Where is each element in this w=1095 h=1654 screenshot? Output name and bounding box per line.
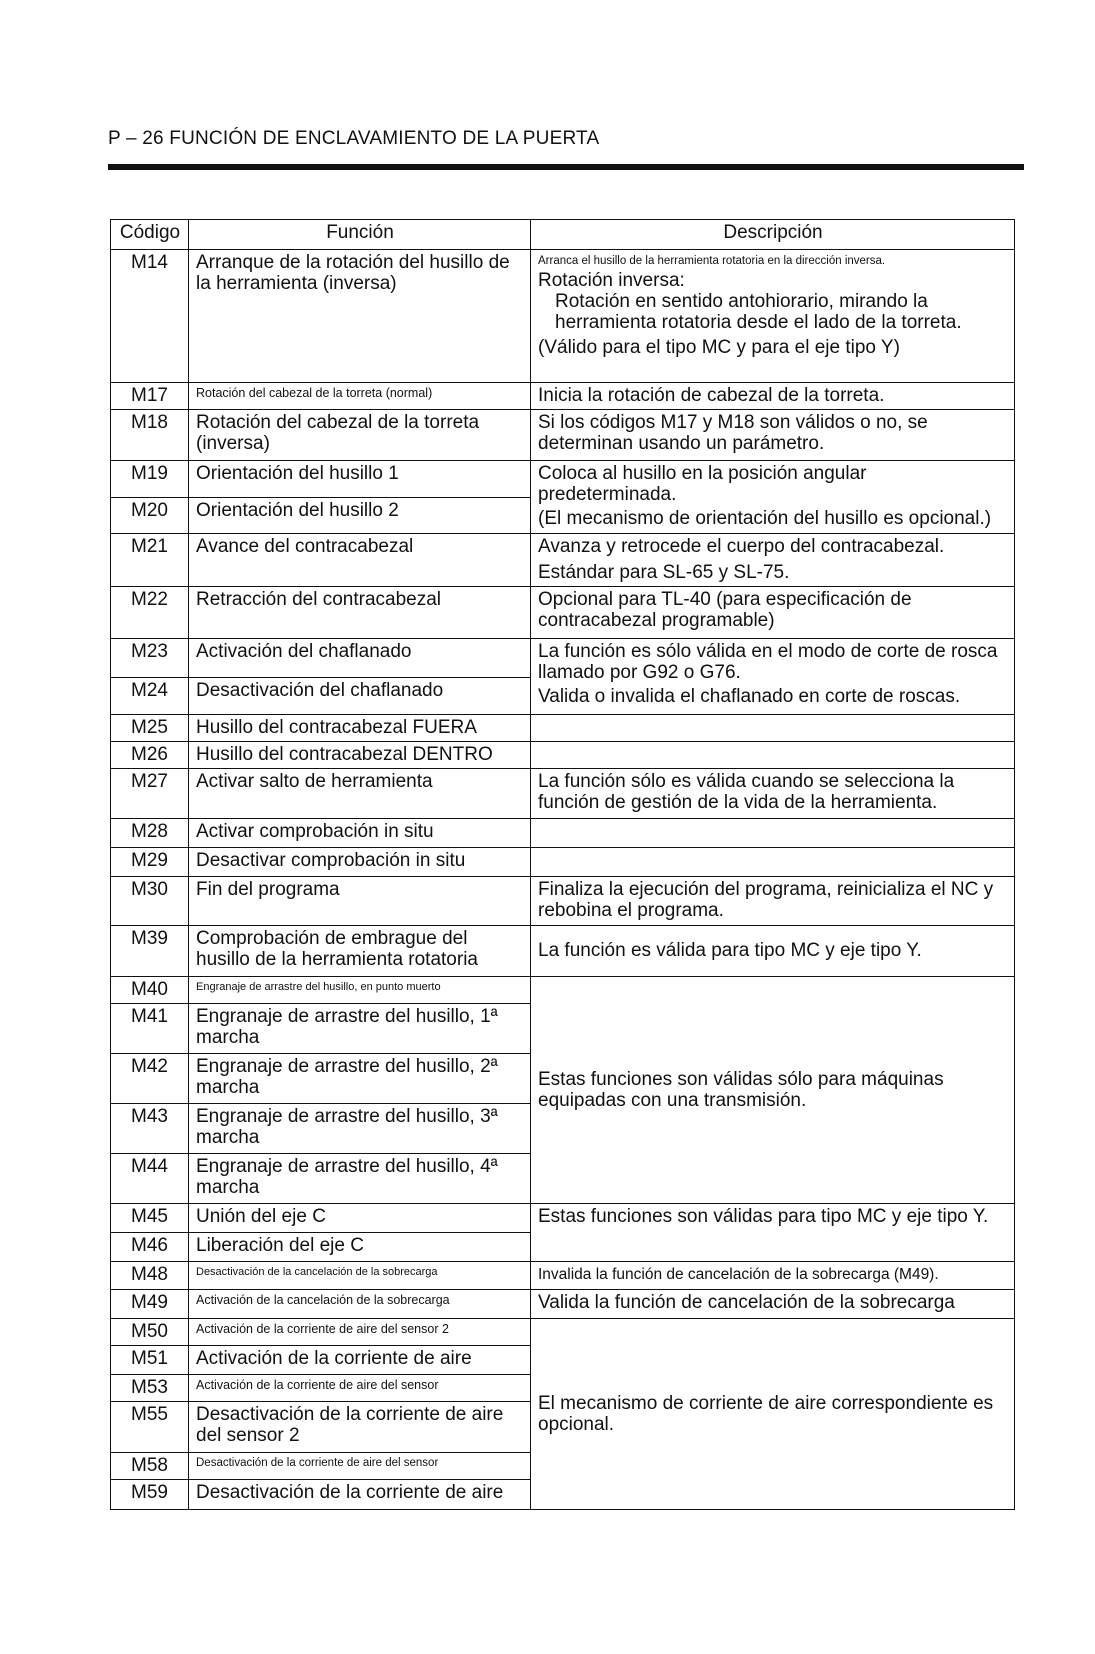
- function-cell: Desactivar comprobación in situ: [189, 848, 531, 877]
- function-cell: Rotación del cabezal de la torreta (inversa): [189, 410, 531, 461]
- code-cell: M55: [111, 1402, 189, 1453]
- function-cell: Arranque de la rotación del husillo de la herramienta (inversa): [189, 250, 531, 383]
- code-cell: M17: [111, 383, 189, 410]
- description-cell: [531, 534, 1015, 587]
- code-cell: M30: [111, 877, 189, 926]
- table-row: [111, 977, 1015, 1004]
- description-line: Estándar para SL-65 y SL-75.: [538, 562, 790, 583]
- function-cell: Engranaje de arrastre del husillo, 4ª marcha: [189, 1154, 531, 1204]
- code-cell: M25: [111, 715, 189, 742]
- function-cell: Activar salto de herramienta: [189, 769, 531, 819]
- code-cell: M40: [111, 977, 189, 1004]
- function-cell: Engranaje de arrastre del husillo, 3ª marcha: [189, 1104, 531, 1154]
- table-row: [111, 877, 1015, 926]
- description-cell: Invalida la función de cancelación de la sobrecarga (M49).: [531, 1262, 1015, 1290]
- code-cell: M14: [111, 250, 189, 383]
- description-cell: La función es válida para tipo MC y eje tipo Y.: [531, 926, 1015, 977]
- code-cell: M48: [111, 1262, 189, 1290]
- description-line: La función es sólo válida en el modo de corte de rosca llamado por G92 o G76.: [538, 641, 998, 683]
- function-cell: Fin del programa: [189, 877, 531, 926]
- code-cell: M49: [111, 1290, 189, 1319]
- description-cell: La función sólo es válida cuando se selecciona la función de gestión de la vida de la herramienta.: [531, 769, 1015, 819]
- code-cell: M45: [111, 1204, 189, 1233]
- code-cell: M59: [111, 1480, 189, 1510]
- code-cell: M19: [111, 461, 189, 498]
- description-line: (El mecanismo de orientación del husillo es opcional.): [538, 508, 992, 529]
- function-cell: Avance del contracabezal: [189, 534, 531, 587]
- description-cell: Opcional para TL-40 (para especificación de contracabezal programable): [531, 587, 1015, 639]
- code-cell: M51: [111, 1346, 189, 1375]
- function-cell: Activación de la corriente de aire del sensor 2: [189, 1319, 531, 1346]
- description-cell: Valida la función de cancelación de la sobrecarga: [531, 1290, 1015, 1319]
- function-cell: Rotación del cabezal de la torreta (normal): [189, 383, 531, 410]
- description-cell: Finaliza la ejecución del programa, reinicializa el NC y rebobina el programa.: [531, 877, 1015, 926]
- function-cell: Desactivación del chaflanado: [189, 678, 531, 715]
- function-cell: Orientación del husillo 1: [189, 461, 531, 498]
- description-line: Rotación inversa:: [538, 270, 685, 291]
- function-cell: Activación de la corriente de aire: [189, 1346, 531, 1375]
- table-row: [111, 639, 1015, 678]
- column-header-description: Descripción: [531, 220, 1015, 250]
- code-cell: M21: [111, 534, 189, 587]
- function-cell: Comprobación de embrague del husillo de la herramienta rotatoria: [189, 926, 531, 977]
- code-cell: M41: [111, 1004, 189, 1054]
- table-row: [111, 461, 1015, 498]
- header-rule: [108, 164, 1024, 170]
- table-row: [111, 1204, 1015, 1233]
- function-cell: Desactivación de la corriente de aire: [189, 1480, 531, 1510]
- code-cell: M29: [111, 848, 189, 877]
- description-cell: [531, 819, 1015, 848]
- function-cell: Husillo del contracabezal DENTRO: [189, 742, 531, 769]
- description-cell: [531, 715, 1015, 742]
- code-cell: M24: [111, 678, 189, 715]
- code-cell: M20: [111, 498, 189, 534]
- table-row: [111, 848, 1015, 877]
- code-cell: M58: [111, 1453, 189, 1480]
- description-cell: [531, 461, 1015, 534]
- description-cell: [531, 848, 1015, 877]
- function-cell: Activación de la corriente de aire del sensor: [189, 1375, 531, 1402]
- column-header-code: Código: [111, 220, 189, 250]
- function-cell: Engranaje de arrastre del husillo, en punto muerto: [189, 977, 531, 1004]
- function-cell: Activación de la cancelación de la sobrecarga: [189, 1290, 531, 1319]
- description-cell: [531, 250, 1015, 383]
- code-cell: M22: [111, 587, 189, 639]
- function-cell: Retracción del contracabezal: [189, 587, 531, 639]
- description-line: Valida o invalida el chaflanado en corte de roscas.: [538, 686, 961, 707]
- table-row: [111, 1319, 1015, 1346]
- description-line: Coloca al husillo en la posición angular predeterminada.: [538, 463, 867, 505]
- code-cell: M18: [111, 410, 189, 461]
- table-row: [111, 1290, 1015, 1319]
- description-note: Arranca el husillo de la herramienta rotatoria en la dirección inversa.: [538, 255, 886, 267]
- table-row: [111, 587, 1015, 639]
- function-cell: Desactivación de la corriente de aire del sensor 2: [189, 1402, 531, 1453]
- description-line: Rotación en sentido antohiorario, mirando la herramienta rotatoria desde el lado de la torreta.: [555, 291, 962, 333]
- function-cell: Unión del eje C: [189, 1204, 531, 1233]
- table-row: [111, 819, 1015, 848]
- code-cell: M50: [111, 1319, 189, 1346]
- page-header: P – 26 FUNCIÓN DE ENCLAVAMIENTO DE LA PUERTA: [108, 128, 600, 149]
- code-cell: M46: [111, 1233, 189, 1262]
- description-cell: Estas funciones son válidas sólo para máquinas equipadas con una transmisión.: [531, 977, 1015, 1204]
- description-cell: Si los códigos M17 y M18 son válidos o no, se determinan usando un parámetro.: [531, 410, 1015, 461]
- code-cell: M28: [111, 819, 189, 848]
- code-cell: M42: [111, 1054, 189, 1104]
- function-cell: Desactivación de la corriente de aire del sensor: [189, 1453, 531, 1480]
- table-row: [111, 769, 1015, 819]
- code-cell: M43: [111, 1104, 189, 1154]
- function-cell: Orientación del husillo 2: [189, 498, 531, 534]
- function-cell: Activación del chaflanado: [189, 639, 531, 678]
- code-cell: M26: [111, 742, 189, 769]
- function-cell: Engranaje de arrastre del husillo, 2ª marcha: [189, 1054, 531, 1104]
- column-header-function: Función: [189, 220, 531, 250]
- code-cell: M23: [111, 639, 189, 678]
- table-row: [111, 926, 1015, 977]
- description-cell: [531, 742, 1015, 769]
- table-row: [111, 250, 1015, 383]
- table-row: [111, 534, 1015, 587]
- table-row: [111, 715, 1015, 742]
- table-row: [111, 1262, 1015, 1290]
- description-cell: Inicia la rotación de cabezal de la torreta.: [531, 383, 1015, 410]
- description-line: Avanza y retrocede el cuerpo del contracabezal.: [538, 536, 945, 557]
- function-cell: Activar comprobación in situ: [189, 819, 531, 848]
- function-cell: Husillo del contracabezal FUERA: [189, 715, 531, 742]
- table-row: [111, 410, 1015, 461]
- code-cell: M39: [111, 926, 189, 977]
- code-cell: M53: [111, 1375, 189, 1402]
- m-code-table: [110, 219, 1015, 1510]
- description-line: (Válido para el tipo MC y para el eje tipo Y): [538, 337, 900, 358]
- description-cell: [531, 639, 1015, 715]
- table-header-row: [111, 220, 1015, 250]
- description-cell: Estas funciones son válidas para tipo MC y eje tipo Y.: [531, 1204, 1015, 1262]
- description-cell: El mecanismo de corriente de aire correspondiente es opcional.: [531, 1319, 1015, 1510]
- code-cell: M44: [111, 1154, 189, 1204]
- table-row: [111, 383, 1015, 410]
- function-cell: Engranaje de arrastre del husillo, 1ª marcha: [189, 1004, 531, 1054]
- table-row: [111, 742, 1015, 769]
- code-cell: M27: [111, 769, 189, 819]
- function-cell: Liberación del eje C: [189, 1233, 531, 1262]
- function-cell: Desactivación de la cancelación de la sobrecarga: [189, 1262, 531, 1290]
